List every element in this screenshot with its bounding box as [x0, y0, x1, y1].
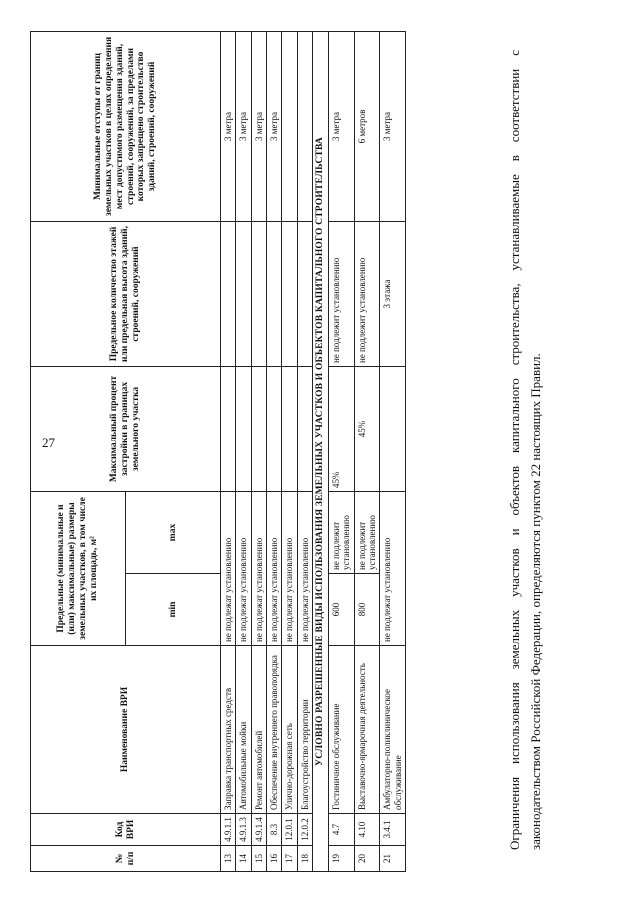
- section-row: [313, 32, 329, 872]
- row-name: Обеспечение внутреннего правопорядка: [267, 646, 282, 814]
- header-code: Код ВРИ: [31, 814, 221, 846]
- section-title: УСЛОВНО РАЗРЕШЕННЫЕ ВИДЫ ИСПОЛЬЗОВАНИЯ ЗЕМЕЛЬНЫХ УЧАСТКОВ И ОБЪЕКТОВ КАПИТАЛЬНОГО СТРОИТЕЛЬСТВА: [313, 32, 329, 872]
- document-table: [30, 31, 406, 872]
- row-area: не подлежат установлению: [251, 492, 266, 646]
- row-min: 600: [328, 574, 354, 646]
- row-num: 20: [354, 846, 380, 872]
- row-code: 4.9.1.4: [251, 814, 266, 846]
- row-coverage: [380, 367, 406, 492]
- row-code: 4.7: [328, 814, 354, 846]
- table-row: [251, 32, 266, 872]
- row-floors: [236, 222, 251, 367]
- table-row: [380, 32, 406, 872]
- row-name: Ремонт автомобилей: [251, 646, 266, 814]
- row-code: 4.9.1.1: [221, 814, 236, 846]
- row-name: Амбулаторно-поликлиническое обслуживание: [380, 646, 406, 814]
- row-setback: 3 метра: [267, 32, 282, 222]
- row-coverage: 45%: [328, 367, 354, 492]
- row-area: не подлежат установлению: [282, 492, 297, 646]
- table-row: [297, 32, 312, 872]
- row-area: не подлежат установлению: [297, 492, 312, 646]
- row-code: 3.4.1: [380, 814, 406, 846]
- table-row: [236, 32, 251, 872]
- row-coverage: [251, 367, 266, 492]
- header-min: min: [126, 574, 221, 646]
- row-setback: 3 метра: [328, 32, 354, 222]
- row-floors: [267, 222, 282, 367]
- row-setback: 3 метра: [221, 32, 236, 222]
- row-num: 18: [297, 846, 312, 872]
- page-number: 27: [42, 435, 55, 450]
- row-floors: 3 этажа: [380, 222, 406, 367]
- row-code: 8.3: [267, 814, 282, 846]
- row-num: 14: [236, 846, 251, 872]
- row-coverage: [297, 367, 312, 492]
- row-area: не подлежат установлению: [236, 492, 251, 646]
- row-setback: 3 метра: [251, 32, 266, 222]
- row-num: 17: [282, 846, 297, 872]
- row-setback: [282, 32, 297, 222]
- row-coverage: [267, 367, 282, 492]
- row-floors: [297, 222, 312, 367]
- header-setback: Минимальные отступы от границ земельных участков в целях определения мест допустимого размещения зданий, строений, сооружений, за пределами которых запрещено строительство зданий, строений, сооружений: [31, 32, 221, 222]
- row-area: не подлежат установлению: [221, 492, 236, 646]
- row-num: 21: [380, 846, 406, 872]
- row-min: 800: [354, 574, 380, 646]
- row-code: 12.0.2: [297, 814, 312, 846]
- row-max: не подлежит установлению: [328, 492, 354, 574]
- table-row: [221, 32, 236, 872]
- row-num: 16: [267, 846, 282, 872]
- row-code: 12.0.1: [282, 814, 297, 846]
- row-num: 19: [328, 846, 354, 872]
- row-floors: [221, 222, 236, 367]
- row-code: 4.9.1.3: [236, 814, 251, 846]
- table-row: [328, 32, 354, 872]
- row-coverage: [282, 367, 297, 492]
- row-floors: не подлежит установлению: [328, 222, 354, 367]
- header-max: max: [126, 492, 221, 574]
- row-floors: не подлежит установлению: [354, 222, 380, 367]
- footnote-text: Ограничения использования земельных участков и объектов капитального строительства, устанавливаемые в соответствии с законодательством Российской Федерации, определяются пунктом 22 настоящих Правил.: [507, 50, 543, 850]
- header-coverage: Максимальный процент застройки в границах земельного участка: [31, 367, 221, 492]
- row-setback: 3 метра: [380, 32, 406, 222]
- header-floors: Предельное количество этажей или предельная высота зданий, строений, сооружений: [31, 222, 221, 367]
- header-area: Предельные (минимальные и (или) максимальные) размеры земельных участков, в том числе их площадь, м²: [31, 492, 126, 646]
- row-name: Заправка транспортных средств: [221, 646, 236, 814]
- row-coverage: 45%: [354, 367, 380, 492]
- row-floors: [282, 222, 297, 367]
- row-name: Улично-дорожная сеть: [282, 646, 297, 814]
- row-setback: 6 метров: [354, 32, 380, 222]
- table-row: [267, 32, 282, 872]
- row-num: 13: [221, 846, 236, 872]
- table-row: [354, 32, 380, 872]
- row-setback: [297, 32, 312, 222]
- row-coverage: [221, 367, 236, 492]
- row-setback: 3 метра: [236, 32, 251, 222]
- row-num: 15: [251, 846, 266, 872]
- row-max: не подлежит установлению: [354, 492, 380, 574]
- row-area: не подлежат установлению: [380, 492, 406, 646]
- rotated-content: [20, 32, 620, 872]
- row-name: Благоустройство территории: [297, 646, 312, 814]
- header-name: Наименование ВРИ: [31, 646, 221, 814]
- row-name: Автомобильные мойки: [236, 646, 251, 814]
- table-row: [282, 32, 297, 872]
- row-floors: [251, 222, 266, 367]
- header-num: № п/п: [31, 846, 221, 872]
- row-coverage: [236, 367, 251, 492]
- row-name: Выставочно-ярмарочная деятельность: [354, 646, 380, 814]
- row-area: не подлежат установлению: [267, 492, 282, 646]
- row-name: Гостиничное обслуживание: [328, 646, 354, 814]
- row-code: 4.10: [354, 814, 380, 846]
